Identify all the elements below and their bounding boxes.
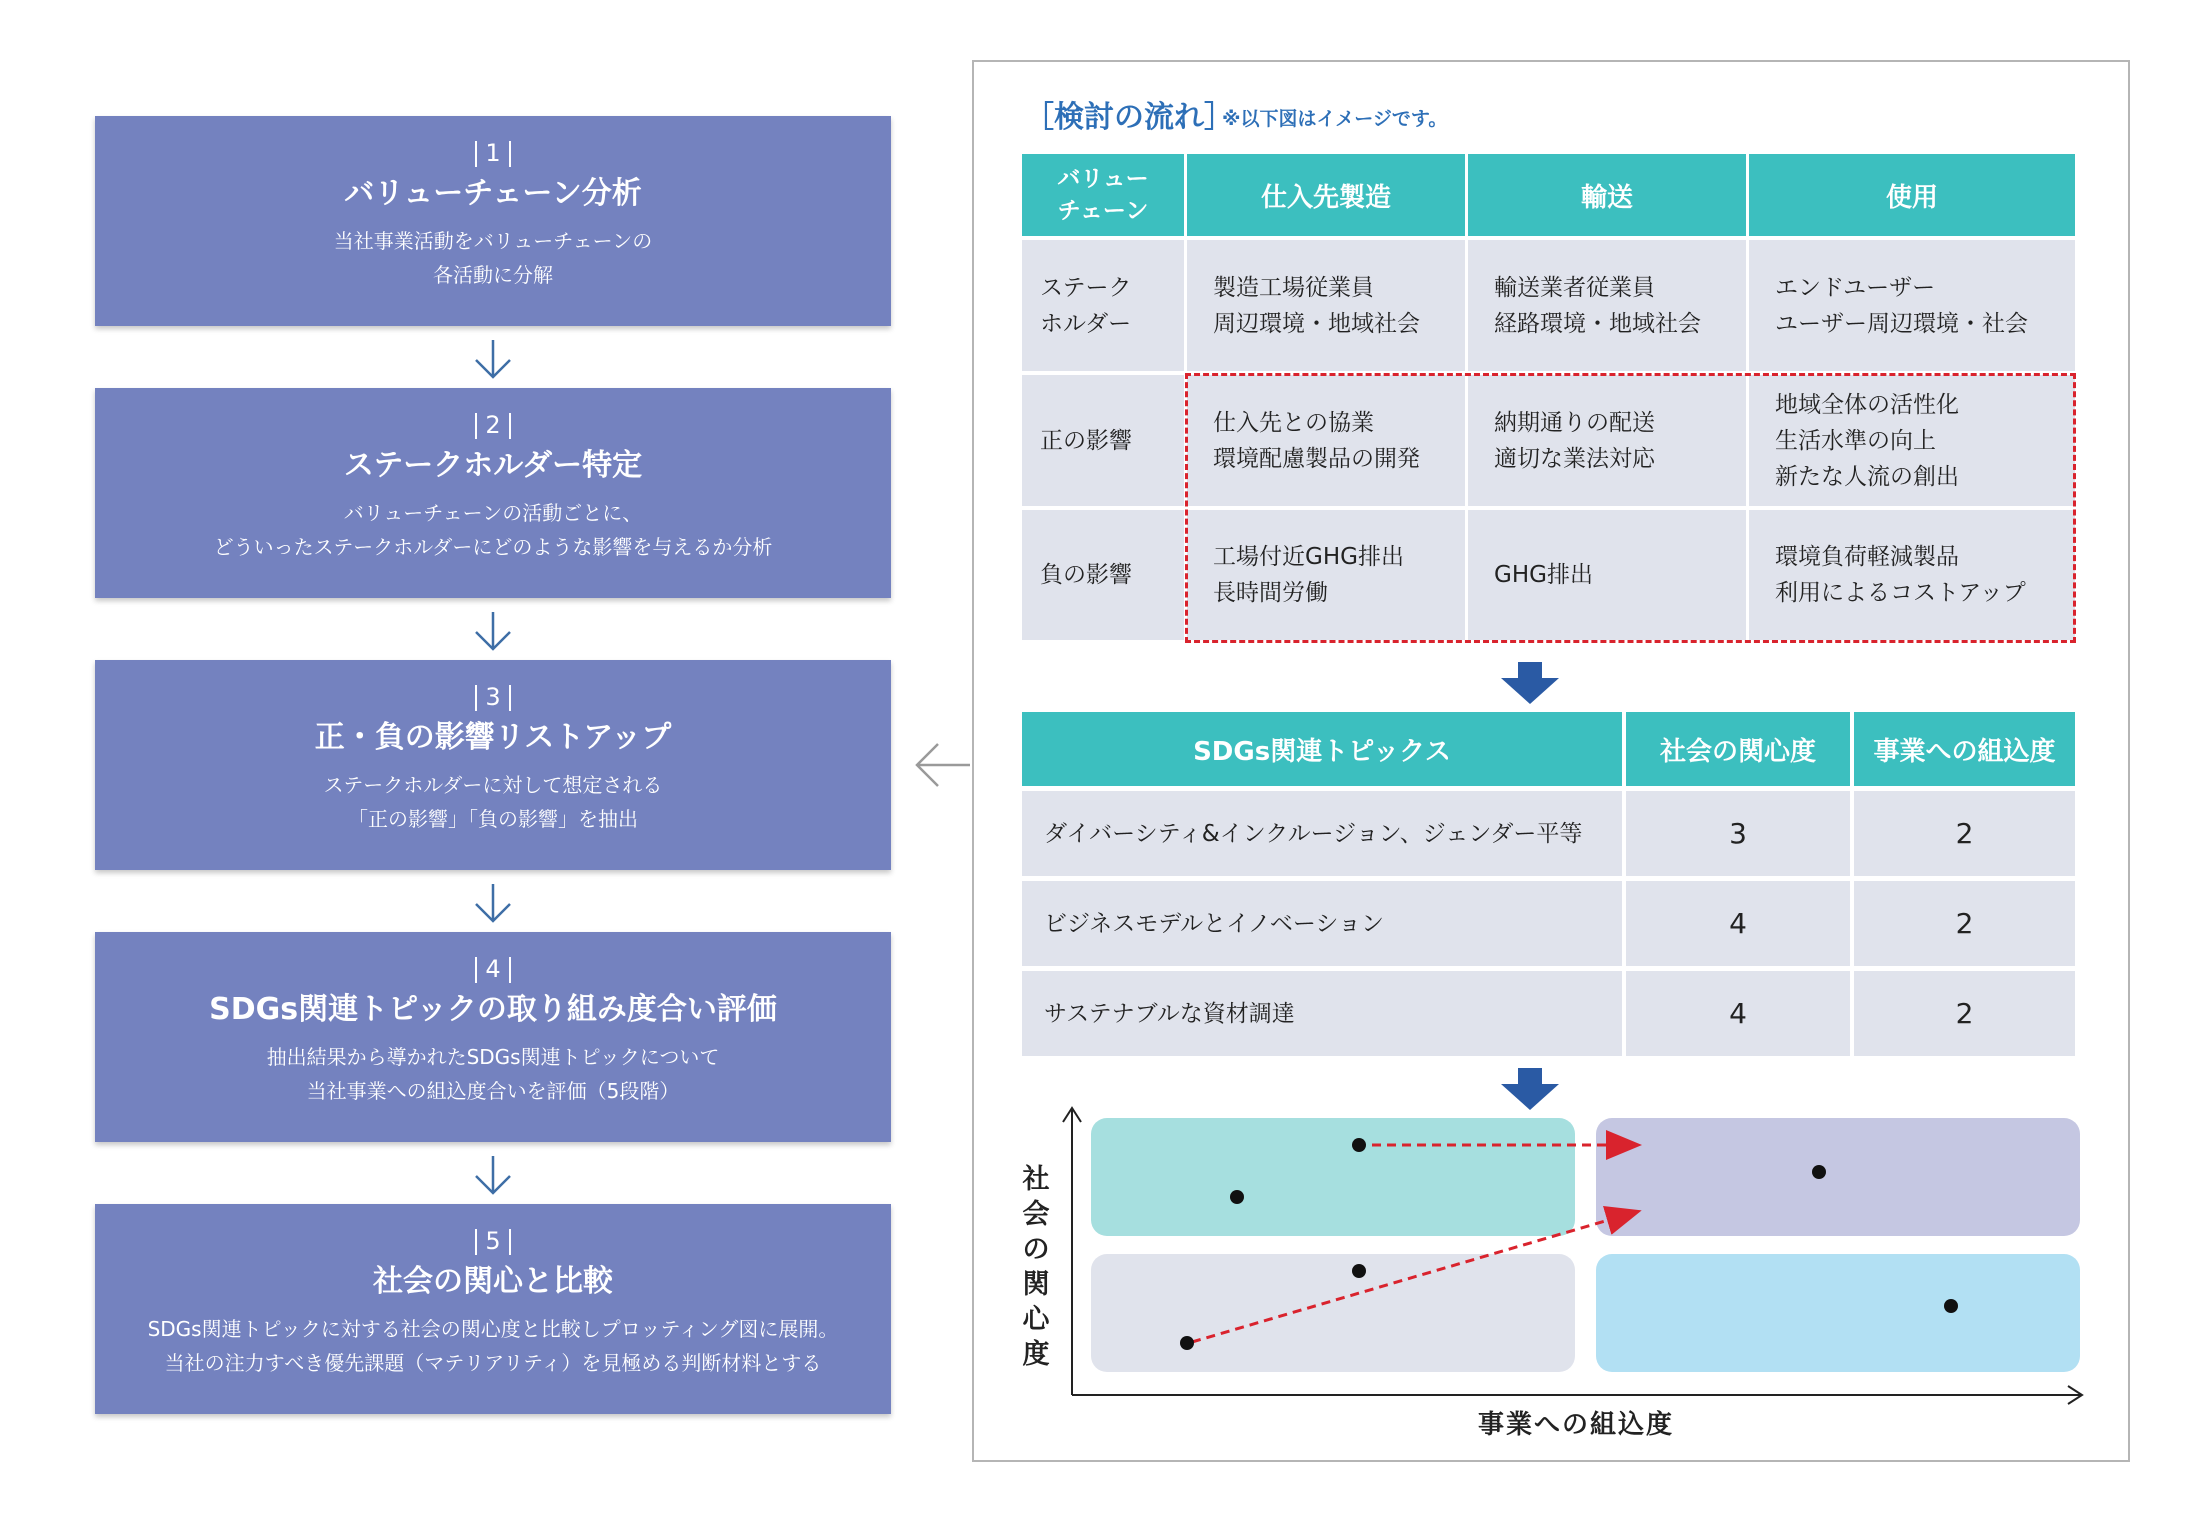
social-score: 4 xyxy=(1626,971,1850,1056)
step-title: バリューチェーン分析 xyxy=(344,176,642,211)
down-arrow-icon xyxy=(472,610,514,652)
step-5 xyxy=(95,1204,891,1414)
table-cell: 製造工場従業員 周辺環境・地域社会 xyxy=(1187,240,1465,371)
table-cell: エンドユーザー ユーザー周辺環境・社会 xyxy=(1749,240,2075,371)
topic-cell: ダイバーシティ&インクルージョン、ジェンダー平等 xyxy=(1022,791,1622,876)
step-3 xyxy=(95,660,891,870)
left-arrow-icon xyxy=(912,740,972,790)
plot-point xyxy=(1180,1336,1194,1350)
down-arrow-icon xyxy=(472,1154,514,1196)
column-header: SDGs関連トピックス xyxy=(1022,712,1622,786)
step-number: 5 xyxy=(485,1227,501,1255)
down-arrow-icon xyxy=(1501,1068,1559,1110)
business-score: 2 xyxy=(1854,971,2075,1056)
process-panel xyxy=(972,60,2130,1462)
table-cell: GHG排出 xyxy=(1468,510,1746,640)
plot-point xyxy=(1230,1190,1244,1204)
step-1 xyxy=(95,116,891,326)
step-title: 社会の関心と比較 xyxy=(373,1264,613,1299)
step-title: ステークホルダー特定 xyxy=(343,448,643,483)
topic-cell: ビジネスモデルとイノベーション xyxy=(1022,881,1622,966)
plot-point xyxy=(1812,1165,1826,1179)
table-corner-header: バリュー チェーン xyxy=(1022,154,1184,236)
panel-note: ※以下図はイメージです。 xyxy=(1222,108,1448,130)
down-arrow-icon xyxy=(472,882,514,924)
column-header: 社会の関心度 xyxy=(1626,712,1850,786)
step-title: 正・負の影響リストアップ xyxy=(314,720,672,755)
step-4 xyxy=(95,932,891,1142)
table-cell: 工場付近GHG排出 長時間労働 xyxy=(1187,510,1465,640)
quadrant-top-left xyxy=(1091,1118,1575,1236)
step-description: SDGs関連トピックに対する社会の関心度と比較しプロッティング図に展開。 当社の注力すべき優先課題（マテリアリティ）を見極める判断材料とする xyxy=(147,1317,839,1375)
quadrant-top-right xyxy=(1596,1118,2080,1236)
social-score: 4 xyxy=(1626,881,1850,966)
business-score: 2 xyxy=(1854,881,2075,966)
plot-point xyxy=(1352,1138,1366,1152)
step-2 xyxy=(95,388,891,598)
step-number: 2 xyxy=(485,411,501,439)
step-title: SDGs関連トピックの取り組み度合い評価 xyxy=(209,992,777,1027)
table-cell: 輸送業者従業員 経路環境・地域社会 xyxy=(1468,240,1746,371)
down-arrow-icon xyxy=(472,338,514,380)
column-header: 使用 xyxy=(1749,154,2075,236)
column-header: 仕入先製造 xyxy=(1187,154,1465,236)
column-header: 輸送 xyxy=(1468,154,1746,236)
step-description: 抽出結果から導かれたSDGs関連トピックについて 当社事業への組込度合いを評価（5段階） xyxy=(266,1045,720,1103)
y-axis-label: 社 会 の 関 心 度 xyxy=(1022,1164,1050,1370)
step-number: 4 xyxy=(485,955,501,983)
plot-point xyxy=(1944,1299,1958,1313)
row-header: ステーク ホルダー xyxy=(1022,240,1184,371)
step-description: 当社事業活動をバリューチェーンの 各活動に分解 xyxy=(333,229,653,287)
step-description: ステークホルダーに対して想定される 「正の影響」「負の影響」を抽出 xyxy=(323,773,663,831)
plot-point xyxy=(1352,1264,1366,1278)
table-cell: 地域全体の活性化 生活水準の向上 新たな人流の創出 xyxy=(1749,375,2075,506)
table-cell: 仕入先との協業 環境配慮製品の開発 xyxy=(1187,375,1465,506)
panel-title: ［検討の流れ］ xyxy=(1024,100,1234,135)
step-number: 3 xyxy=(485,683,501,711)
down-arrow-icon xyxy=(1501,662,1559,704)
table-cell: 納期通りの配送 適切な業法対応 xyxy=(1468,375,1746,506)
social-score: 3 xyxy=(1626,791,1850,876)
x-axis-label: 事業への組込度 xyxy=(1478,1410,1675,1440)
table-cell: 環境負荷軽減製品 利用によるコストアップ xyxy=(1749,510,2075,640)
quadrant-bottom-right xyxy=(1596,1254,2080,1372)
step-description: バリューチェーンの活動ごとに、 どういったステークホルダーにどのような影響を与えるか分析 xyxy=(213,501,773,559)
row-header: 正の影響 xyxy=(1022,375,1184,506)
column-header: 事業への組込度 xyxy=(1854,712,2075,786)
step-number: 1 xyxy=(485,139,501,167)
quadrant-bottom-left xyxy=(1091,1254,1575,1372)
row-header: 負の影響 xyxy=(1022,510,1184,640)
business-score: 2 xyxy=(1854,791,2075,876)
topic-cell: サステナブルな資材調達 xyxy=(1022,971,1622,1056)
impact-highlight-box xyxy=(1185,373,2076,643)
